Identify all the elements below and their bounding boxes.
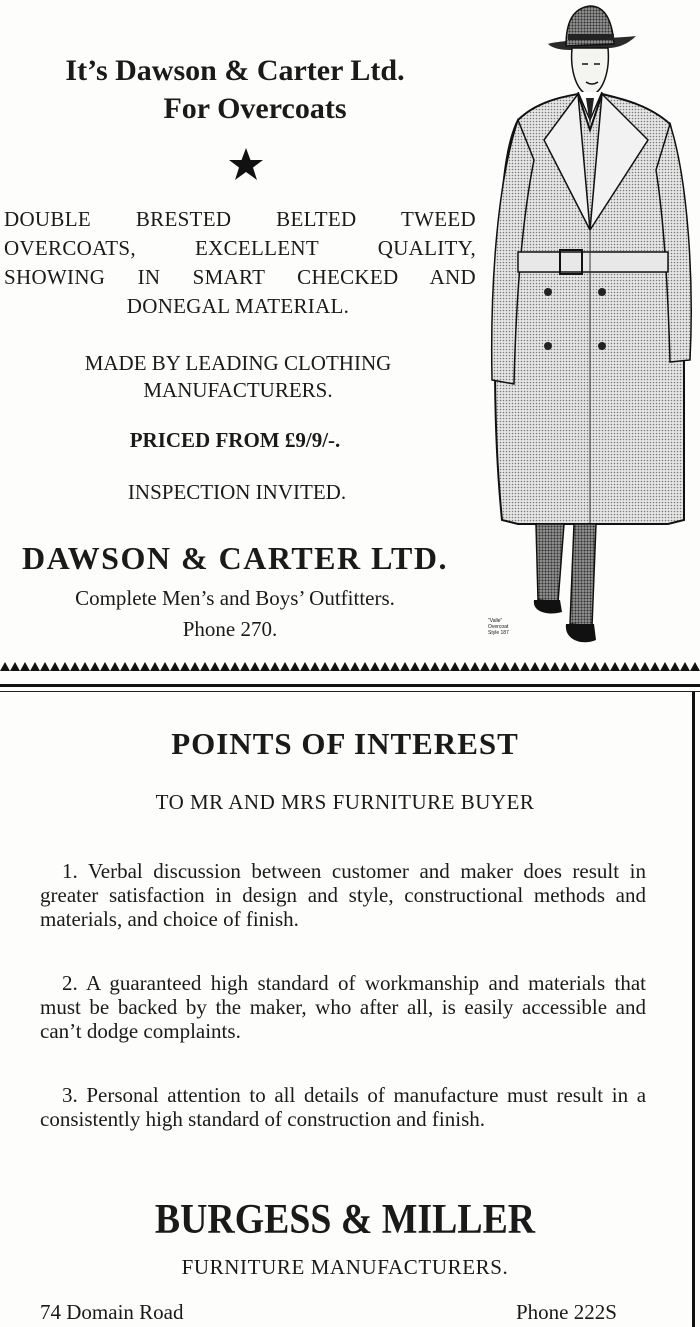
company-phone: Phone 222S: [516, 1300, 617, 1324]
company-tagline: FURNITURE MANUFACTURERS.: [181, 1255, 509, 1279]
star-icon: [226, 146, 266, 182]
headline-line-2: For Overcoats: [163, 92, 347, 125]
description-line: SHOWING IN SMART CHECKED AND: [4, 265, 476, 289]
description-line: DONEGAL MATERIAL.: [126, 294, 350, 318]
ad-headline: [0, 52, 470, 128]
made-by-line-2: MANUFACTURERS.: [143, 378, 333, 402]
point-number: 3.: [62, 1083, 78, 1107]
point-text: Personal attention to all details of manufacture must result in a consistently high standard of construction and finish.: [40, 1083, 647, 1131]
divider-rule: [0, 684, 700, 687]
point-text: A guaranteed high standard of workmanship and materials that must be backed by the maker, who after all, is easily accessible and can’t dodge complaints.: [40, 971, 646, 1043]
made-by-line-1: MADE BY LEADING CLOTHING: [84, 351, 392, 375]
divider-rule-thin: [0, 691, 700, 692]
price-text: PRICED FROM £9/9/-.: [129, 428, 341, 452]
made-by-text: [0, 350, 476, 404]
description-line: OVERCOATS, EXCELLENT QUALITY,: [4, 236, 476, 260]
points-heading: POINTS OF INTEREST: [171, 726, 519, 761]
ad-description: [0, 205, 476, 321]
point-item: [40, 1083, 646, 1131]
company-name: DAWSON & CARTER LTD.: [22, 540, 448, 576]
point-item: [40, 859, 646, 931]
company-tagline: Complete Men’s and Boys’ Outfitters.: [75, 586, 395, 610]
point-text: Verbal discussion between customer and maker does result in greater satisfaction in design and style, constructional methods and materials, and choice of finish.: [40, 859, 646, 931]
illustration-caption-line: Overcoat: [488, 624, 509, 630]
illustration-caption-line: Style 187: [488, 630, 509, 636]
illustration-caption-line: "Valle": [488, 618, 503, 624]
company-phone: Phone 270.: [182, 617, 278, 641]
description-line: DOUBLE BRESTED BELTED TWEED: [4, 207, 476, 231]
point-number: 2.: [62, 971, 78, 995]
headline-line-1: It’s Dawson & Carter Ltd.: [65, 54, 405, 87]
column-border: [692, 692, 695, 1327]
company-name: BURGESS & MILLER: [154, 1197, 536, 1243]
sawtooth-border: [0, 659, 700, 671]
man-in-overcoat-illustration: [478, 0, 700, 660]
points-subheading: TO MR AND MRS FURNITURE BUYER: [155, 790, 535, 814]
inspection-text: INSPECTION INVITED.: [127, 480, 347, 504]
company-address: 74 Domain Road: [40, 1300, 184, 1324]
point-item: [40, 971, 646, 1043]
point-number: 1.: [62, 859, 78, 883]
